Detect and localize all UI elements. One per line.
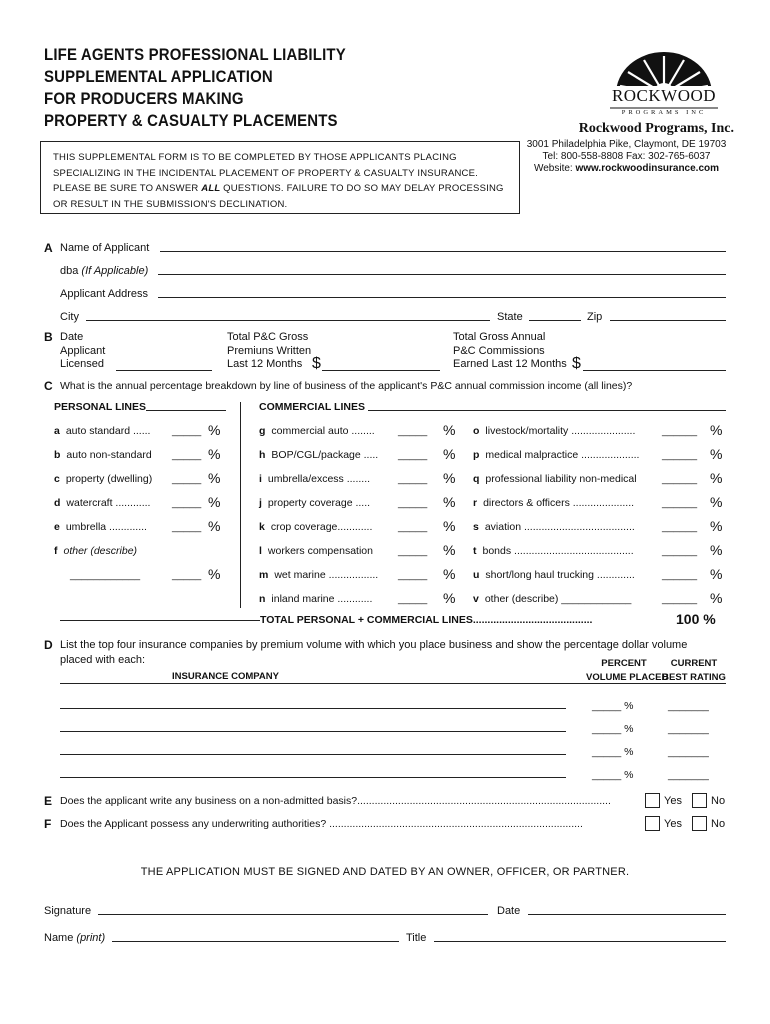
pct-symbol: %	[208, 566, 221, 582]
commercial-line-item	[473, 569, 635, 581]
company-phone: Tel: 800-558-8808 Fax: 302-765-6037	[542, 151, 711, 162]
date-licensed-field[interactable]	[116, 370, 212, 371]
pct-symbol: %	[443, 422, 456, 438]
commercial-line-item	[473, 425, 635, 437]
commercial-line-item	[473, 593, 631, 605]
pct-symbol: %	[443, 590, 456, 606]
percent-header-2: VOLUME PLACED	[586, 672, 669, 683]
section-d-question: List the top four insurance companies by premium volume with which you place business and show the percentage dollar volume	[60, 639, 688, 651]
pct-symbol: %	[710, 542, 723, 558]
state-field[interactable]	[529, 320, 581, 321]
commercial-line-item	[473, 545, 634, 557]
pct-symbol: %	[443, 494, 456, 510]
item-label: inland marine ............	[271, 593, 373, 605]
logo-subtitle: PROGRAMS INC	[621, 109, 707, 116]
underwriting-no-checkbox[interactable]	[692, 816, 707, 831]
gross-premium-label	[227, 331, 311, 372]
section-f-letter: F	[44, 817, 52, 831]
commercial-pct-field[interactable]: ______	[662, 449, 698, 461]
personal-line-item	[54, 449, 152, 461]
section-d-question-2: placed with each:	[60, 654, 145, 666]
gross-label-line: Total P&C Gross	[227, 331, 309, 343]
item-key: d	[54, 497, 61, 509]
commercial-lines-header: COMMERCIAL LINES	[259, 401, 365, 413]
best-rating-header	[660, 657, 728, 685]
item-label: short/long haul trucking .............	[485, 569, 635, 581]
website-label: Website:	[533, 163, 576, 174]
personal-line-item	[54, 497, 150, 509]
item-label: commercial auto ........	[271, 425, 375, 437]
signature-date-field[interactable]	[528, 914, 726, 915]
commercial-line-item	[259, 425, 375, 437]
yes-label: Yes	[664, 818, 682, 830]
comm-label-line: Earned Last 12 Months	[453, 358, 567, 370]
commercial-line-item	[259, 545, 373, 557]
commercial-pct-field[interactable]: ______	[662, 425, 698, 437]
pct-symbol: %	[208, 446, 221, 462]
pct-symbol: %	[710, 446, 723, 462]
commercial-pct-field[interactable]: _____	[398, 425, 428, 437]
rating-header-2: BEST RATING	[662, 672, 726, 683]
item-label: auto non-standard	[66, 449, 152, 461]
commercial-pct-field[interactable]: _____	[398, 497, 428, 509]
total-pct-symbol: %	[703, 611, 716, 627]
best-rating-field[interactable]: _______	[668, 700, 709, 712]
commercial-pct-field[interactable]: _____	[398, 569, 428, 581]
percent-volume-header	[586, 657, 669, 685]
commercial-pct-field[interactable]: ______	[662, 569, 698, 581]
item-key: u	[473, 569, 480, 581]
item-key: v	[473, 593, 479, 605]
notice-text: THIS SUPPLEMENTAL FORM IS TO BE COMPLETED BY THOSE APPLICANTS PLACING SPECIALIZING IN THE INCIDENTAL PLACEMENT OF PROPERTY & CASUALTY INSURANCE. PLEASE BE SURE TO ANSWER	[53, 152, 478, 194]
item-key: e	[54, 521, 60, 533]
rating-header-1: CURRENT	[670, 658, 718, 669]
insurance-company-header: INSURANCE COMPANY	[172, 671, 279, 682]
title-field[interactable]	[434, 941, 726, 942]
personal-header-rule	[146, 410, 226, 411]
percent-header-1: PERCENT	[601, 658, 647, 669]
commercial-pct-field[interactable]: ______	[662, 593, 698, 605]
date-label-line: Licensed	[60, 358, 105, 370]
percent-volume-field[interactable]: _____ %	[592, 700, 634, 712]
commercial-line-item	[473, 497, 634, 509]
commercial-line-item	[259, 497, 370, 509]
gross-label-line: Last 12 Months	[227, 358, 303, 370]
commercial-line-item	[259, 473, 370, 485]
gross-premium-field[interactable]	[322, 370, 440, 371]
no-label: No	[711, 818, 726, 830]
percent-volume-field[interactable]: _____ %	[592, 746, 634, 758]
item-label: other (describe)	[63, 545, 138, 557]
item-key: s	[473, 521, 479, 533]
insurance-company-field[interactable]	[60, 754, 566, 755]
personal-other-describe-field[interactable]: ____________	[70, 569, 141, 581]
section-c-question: What is the annual percentage breakdown by line of business of the applicant's P&C annual commission income (all lines)?	[60, 380, 633, 392]
pct-symbol: %	[710, 566, 723, 582]
item-label: medical malpractice ....................	[485, 449, 640, 461]
non-admitted-yes-checkbox[interactable]	[645, 793, 660, 808]
commercial-line-item	[473, 449, 639, 461]
name-text: Name	[44, 932, 74, 944]
name-print-label	[44, 932, 105, 944]
date-label-line: Applicant	[60, 344, 106, 357]
date-licensed-label	[60, 331, 105, 372]
commercial-pct-field[interactable]: ______	[662, 497, 698, 509]
commercial-header-rule	[368, 410, 726, 411]
logo-wordmark: ROCKWOOD	[611, 86, 717, 105]
item-label: livestock/mortality ......................	[485, 425, 636, 437]
total-value	[676, 611, 716, 627]
dba-field[interactable]	[158, 274, 726, 275]
comm-label-line: Total Gross Annual	[453, 331, 546, 343]
item-label: umbrella/excess ........	[267, 473, 371, 485]
pct-symbol: %	[208, 470, 221, 486]
title-line-1: LIFE AGENTS PROFESSIONAL LIABILITY	[44, 45, 346, 64]
pct-symbol: %	[443, 470, 456, 486]
dba-note: (If Applicable)	[81, 265, 149, 277]
insurance-company-field[interactable]	[60, 777, 566, 778]
dba-text: dba	[60, 265, 79, 277]
name-print-field[interactable]	[112, 941, 399, 942]
item-key: l	[259, 545, 262, 557]
commercial-pct-field[interactable]: _____	[398, 449, 428, 461]
personal-line-item	[54, 545, 137, 557]
pct-symbol: %	[443, 542, 456, 558]
commercial-pct-field[interactable]: _____	[398, 473, 428, 485]
commercial-line-item	[259, 569, 378, 581]
commercial-line-item	[259, 593, 372, 605]
total-label: TOTAL PERSONAL + COMMERCIAL LINES.........................................	[260, 614, 593, 626]
commercial-pct-field[interactable]: _____	[398, 521, 428, 533]
title-line-4: PROPERTY & CASUALTY PLACEMENTS	[44, 111, 338, 130]
item-label: watercraft ............	[66, 497, 151, 509]
state-label: State	[497, 311, 523, 323]
pct-symbol: %	[208, 494, 221, 510]
section-c-letter: C	[44, 379, 53, 393]
dba-label	[60, 265, 148, 277]
item-label: crop coverage............	[270, 521, 373, 533]
section-a-letter: A	[44, 241, 53, 255]
item-label: auto standard ......	[65, 425, 151, 437]
applicant-address-label: Applicant Address	[60, 288, 149, 300]
item-key: q	[473, 473, 480, 485]
item-key: k	[259, 521, 265, 533]
item-key: n	[259, 593, 266, 605]
pct-symbol: %	[710, 470, 723, 486]
personal-line-item	[54, 473, 152, 485]
non-admitted-no-checkbox[interactable]	[692, 793, 707, 808]
commercial-line-item	[473, 473, 637, 485]
personal-pct-field[interactable]: _____	[172, 425, 202, 437]
item-label: professional liability non-medical	[485, 473, 637, 485]
best-rating-field[interactable]: _______	[668, 723, 709, 735]
city-field[interactable]	[86, 320, 490, 321]
item-label: property (dwelling)	[65, 473, 153, 485]
applicant-name-label: Name of Applicant	[60, 242, 150, 254]
item-key: a	[54, 425, 60, 437]
form-title	[44, 44, 346, 132]
company-address: 3001 Philadelphia Pike, Claymont, DE 19703	[526, 139, 727, 150]
section-e-question: Does the applicant write any business on a non-admitted basis?.......................................................................................	[60, 795, 611, 807]
pct-symbol: %	[208, 422, 221, 438]
dollar-sign: $	[312, 355, 321, 372]
personal-pct-field[interactable]: _____	[172, 473, 202, 485]
applicant-address-field[interactable]	[158, 297, 726, 298]
city-label: City	[60, 311, 79, 323]
company-website-line	[519, 163, 734, 175]
personal-pct-field[interactable]: _____	[172, 497, 202, 509]
section-d-header-rule	[60, 683, 726, 684]
title-line-2: SUPPLEMENTAL APPLICATION	[44, 67, 273, 86]
dollar-sign: $	[572, 355, 581, 372]
commercial-line-item	[259, 449, 378, 461]
signature-date-label: Date	[497, 905, 521, 917]
commercial-line-item	[473, 521, 635, 533]
company-website: www.rockwoodinsurance.com	[575, 163, 720, 174]
item-key: i	[259, 473, 262, 485]
item-key: j	[259, 497, 262, 509]
yes-label: Yes	[664, 795, 682, 807]
commissions-field[interactable]	[583, 370, 726, 371]
item-label: wet marine .................	[274, 569, 379, 581]
total-number: 100	[676, 611, 700, 627]
notice-emphasis: ALL	[201, 183, 221, 194]
commercial-pct-field[interactable]: ______	[662, 521, 698, 533]
personal-line-item	[54, 425, 150, 437]
pct-symbol: %	[443, 518, 456, 534]
item-key: b	[54, 449, 61, 461]
date-label-line: Date	[60, 331, 84, 343]
personal-pct-field[interactable]: _____	[172, 449, 202, 461]
instructions-box	[40, 141, 520, 214]
no-label: No	[711, 795, 726, 807]
zip-label: Zip	[587, 311, 603, 323]
item-key: o	[473, 425, 480, 437]
company-name: Rockwood Programs, Inc.	[578, 121, 734, 136]
commissions-label	[453, 331, 567, 372]
personal-pct-field[interactable]: _____	[172, 569, 202, 581]
item-label: workers compensation	[267, 545, 373, 557]
item-label: property coverage .....	[267, 497, 371, 509]
item-label: aviation ......................................	[484, 521, 635, 533]
item-label: umbrella .............	[65, 521, 147, 533]
applicant-name-field[interactable]	[160, 251, 726, 252]
commercial-pct-field[interactable]: _____	[398, 593, 428, 605]
pct-symbol: %	[710, 494, 723, 510]
title-label: Title	[406, 932, 427, 944]
notice-text-end: QUESTIONS. FAILURE TO DO SO MAY DELAY PROCESSING OR RESULT IN THE SUBMISSION'S DECLINATION.	[53, 183, 504, 210]
commercial-line-item	[259, 521, 372, 533]
comm-label-line: P&C Commissions	[453, 344, 545, 357]
best-rating-field[interactable]: _______	[668, 769, 709, 781]
underwriting-yes-checkbox[interactable]	[645, 816, 660, 831]
signature-label: Signature	[44, 905, 92, 917]
personal-lines-header: PERSONAL LINES	[54, 401, 146, 413]
best-rating-field[interactable]: _______	[668, 746, 709, 758]
pct-symbol: %	[710, 518, 723, 534]
commercial-pct-field[interactable]: ______	[662, 545, 698, 557]
pct-symbol: %	[443, 566, 456, 582]
item-key: c	[54, 473, 60, 485]
zip-field[interactable]	[610, 320, 726, 321]
signature-notice: THE APPLICATION MUST BE SIGNED AND DATED BY AN OWNER, OFFICER, OR PARTNER.	[140, 866, 630, 878]
section-d-letter: D	[44, 638, 53, 652]
rockwood-logo	[608, 50, 720, 118]
pct-symbol: %	[443, 446, 456, 462]
pct-symbol: %	[710, 422, 723, 438]
personal-pct-field[interactable]: _____	[172, 521, 202, 533]
section-f-question: Does the Applicant possess any underwriting authorities? .......................................................................................	[60, 818, 583, 830]
company-contact	[519, 139, 734, 175]
item-key: r	[473, 497, 478, 509]
item-label: BOP/CGL/package .....	[271, 449, 379, 461]
commercial-pct-field[interactable]: _____	[398, 545, 428, 557]
item-label: directors & officers .....................	[483, 497, 635, 509]
item-key: g	[259, 425, 266, 437]
item-label: bonds .........................................	[482, 545, 634, 557]
title-line-3: FOR PRODUCERS MAKING	[44, 89, 244, 108]
gross-label-line: Premiuns Written	[227, 344, 312, 357]
section-e-letter: E	[44, 794, 53, 808]
item-key: f	[54, 545, 58, 557]
percent-volume-field[interactable]: _____ %	[592, 769, 634, 781]
signature-field[interactable]	[98, 914, 488, 915]
item-key: m	[259, 569, 269, 581]
insurance-company-field[interactable]	[60, 731, 566, 732]
item-label: other (describe) ____________	[484, 593, 632, 605]
item-key: h	[259, 449, 266, 461]
percent-volume-field[interactable]: _____ %	[592, 723, 634, 735]
total-left-rule	[60, 620, 260, 621]
insurance-company-field[interactable]	[60, 708, 566, 709]
commercial-pct-field[interactable]: ______	[662, 473, 698, 485]
column-divider	[240, 402, 241, 608]
item-key: p	[473, 449, 480, 461]
section-b-letter: B	[44, 330, 53, 344]
item-key: t	[473, 545, 477, 557]
print-note: (print)	[76, 932, 106, 944]
personal-line-item	[54, 521, 147, 533]
pct-symbol: %	[208, 518, 221, 534]
pct-symbol: %	[710, 590, 723, 606]
